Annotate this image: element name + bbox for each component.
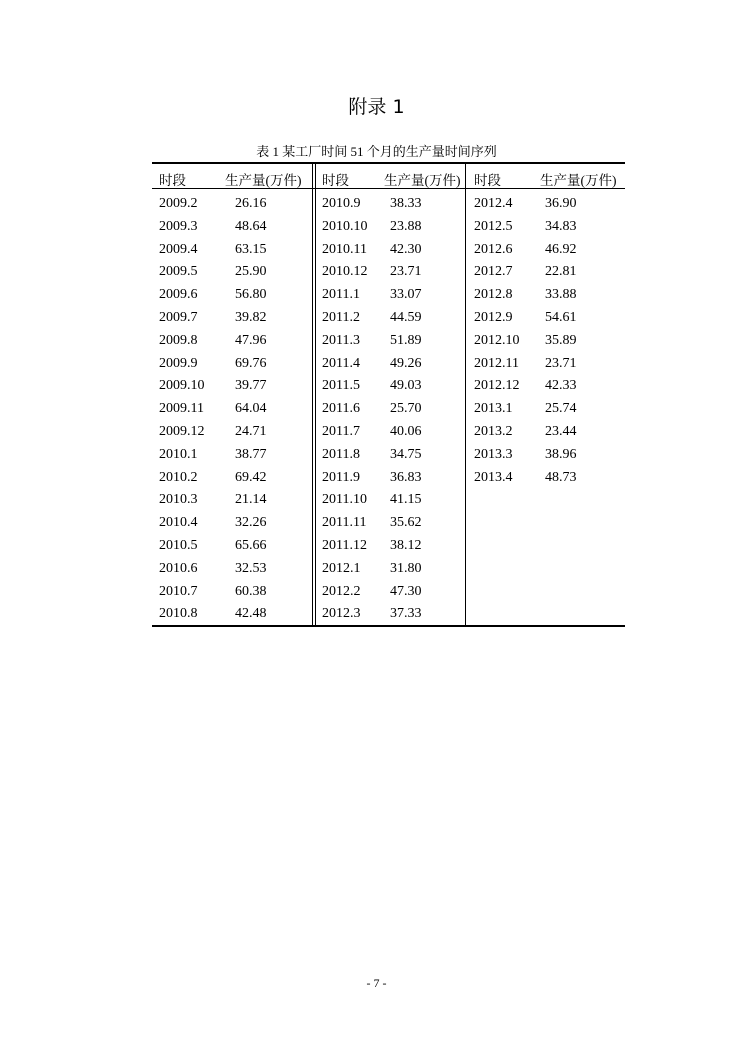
production-table: [152, 162, 625, 627]
output-cell: 34.83: [545, 218, 577, 234]
output-cell: 48.64: [235, 218, 267, 234]
output-cell: 44.59: [390, 309, 422, 325]
period-cell: 2013.1: [474, 401, 513, 417]
column-divider: [465, 164, 466, 625]
period-cell: 2011.2: [322, 309, 360, 325]
period-cell: 2011.11: [322, 515, 367, 531]
period-cell: 2010.8: [159, 606, 198, 622]
output-cell: 64.04: [235, 401, 267, 417]
period-cell: 2010.9: [322, 196, 361, 211]
header-output: 生产量(万件): [384, 173, 461, 188]
header-output: 生产量(万件): [540, 173, 617, 188]
period-cell: 2011.6: [322, 401, 360, 417]
period-cell: 2010.2: [159, 469, 198, 485]
period-cell: 2012.5: [474, 218, 513, 234]
output-cell: 49.26: [390, 355, 422, 371]
output-cell: 38.77: [235, 446, 267, 462]
period-cell: 2009.10: [159, 378, 205, 394]
output-cell: 22.81: [545, 264, 577, 280]
output-cell: 56.80: [235, 287, 267, 303]
output-cell: 36.90: [545, 196, 577, 211]
output-cell: 60.38: [235, 583, 267, 599]
output-cell: 69.42: [235, 469, 267, 485]
period-cell: 2011.7: [322, 423, 360, 439]
header-period: 时段: [159, 173, 186, 188]
output-cell: 35.62: [390, 515, 422, 531]
period-cell: 2011.10: [322, 492, 367, 508]
output-cell: 23.44: [545, 423, 577, 439]
period-cell: 2009.5: [159, 264, 198, 280]
header-period: 时段: [474, 173, 501, 188]
period-cell: 2009.2: [159, 196, 198, 211]
period-cell: 2010.6: [159, 560, 198, 576]
period-cell: 2012.2: [322, 583, 361, 599]
column-divider: [312, 164, 313, 625]
output-cell: 69.76: [235, 355, 267, 371]
output-cell: 21.14: [235, 492, 267, 508]
period-cell: 2012.3: [322, 606, 361, 622]
period-cell: 2010.3: [159, 492, 198, 508]
column-divider: [315, 164, 316, 625]
period-cell: 2012.10: [474, 332, 520, 348]
period-cell: 2009.7: [159, 309, 198, 325]
period-cell: 2009.6: [159, 287, 198, 303]
period-cell: 2011.1: [322, 287, 360, 303]
output-cell: 42.33: [545, 378, 577, 394]
period-cell: 2009.8: [159, 332, 198, 348]
period-cell: 2010.7: [159, 583, 198, 599]
period-cell: 2011.12: [322, 537, 367, 553]
period-cell: 2012.6: [474, 241, 513, 257]
output-cell: 34.75: [390, 446, 422, 462]
period-cell: 2009.9: [159, 355, 198, 371]
period-cell: 2010.5: [159, 537, 198, 553]
period-cell: 2010.12: [322, 264, 368, 280]
output-cell: 23.71: [545, 355, 577, 371]
period-cell: 2009.12: [159, 423, 205, 439]
output-cell: 31.80: [390, 560, 422, 576]
period-cell: 2012.8: [474, 287, 513, 303]
period-cell: 2009.3: [159, 218, 198, 234]
output-cell: 25.90: [235, 264, 267, 280]
period-cell: 2013.4: [474, 469, 513, 485]
period-cell: 2010.11: [322, 241, 367, 257]
output-cell: 39.82: [235, 309, 267, 325]
output-cell: 39.77: [235, 378, 267, 394]
output-cell: 41.15: [390, 492, 422, 508]
period-cell: 2010.1: [159, 446, 198, 462]
output-cell: 24.71: [235, 423, 267, 439]
period-cell: 2011.3: [322, 332, 360, 348]
output-cell: 36.83: [390, 469, 422, 485]
period-cell: 2012.7: [474, 264, 513, 280]
page-number: - 7 -: [366, 976, 387, 990]
output-cell: 54.61: [545, 309, 577, 325]
header-period: 时段: [322, 173, 349, 188]
period-cell: 2013.3: [474, 446, 513, 462]
output-cell: 47.30: [390, 583, 422, 599]
output-cell: 32.26: [235, 515, 267, 531]
output-cell: 23.71: [390, 264, 422, 280]
header-output: 生产量(万件): [225, 173, 302, 188]
output-cell: 63.15: [235, 241, 267, 257]
output-cell: 26.16: [235, 196, 267, 211]
output-cell: 49.03: [390, 378, 422, 394]
output-cell: 40.06: [390, 423, 422, 439]
page-title: 附录 1: [348, 96, 405, 118]
period-cell: 2009.11: [159, 401, 204, 417]
period-cell: 2011.5: [322, 378, 360, 394]
period-cell: 2012.12: [474, 378, 520, 394]
period-cell: 2012.1: [322, 560, 361, 576]
table-caption: 表 1 某工厂时间 51 个月的生产量时间序列: [256, 144, 497, 159]
output-cell: 33.88: [545, 287, 577, 303]
period-cell: 2010.4: [159, 515, 198, 531]
output-cell: 23.88: [390, 218, 422, 234]
output-cell: 47.96: [235, 332, 267, 348]
period-cell: 2013.2: [474, 423, 513, 439]
output-cell: 42.48: [235, 606, 267, 622]
period-cell: 2009.4: [159, 241, 198, 257]
output-cell: 65.66: [235, 537, 267, 553]
output-cell: 25.74: [545, 401, 577, 417]
period-cell: 2012.9: [474, 309, 513, 325]
output-cell: 48.73: [545, 469, 577, 485]
output-cell: 37.33: [390, 606, 422, 622]
output-cell: 38.12: [390, 537, 422, 553]
output-cell: 32.53: [235, 560, 267, 576]
output-cell: 33.07: [390, 287, 422, 303]
output-cell: 46.92: [545, 241, 577, 257]
period-cell: 2012.11: [474, 355, 519, 371]
output-cell: 51.89: [390, 332, 422, 348]
output-cell: 42.30: [390, 241, 422, 257]
period-cell: 2011.8: [322, 446, 360, 462]
period-cell: 2011.9: [322, 469, 360, 485]
output-cell: 38.33: [390, 196, 422, 211]
output-cell: 38.96: [545, 446, 577, 462]
output-cell: 25.70: [390, 401, 422, 417]
period-cell: 2012.4: [474, 196, 513, 211]
period-cell: 2010.10: [322, 218, 368, 234]
output-cell: 35.89: [545, 332, 577, 348]
period-cell: 2011.4: [322, 355, 360, 371]
